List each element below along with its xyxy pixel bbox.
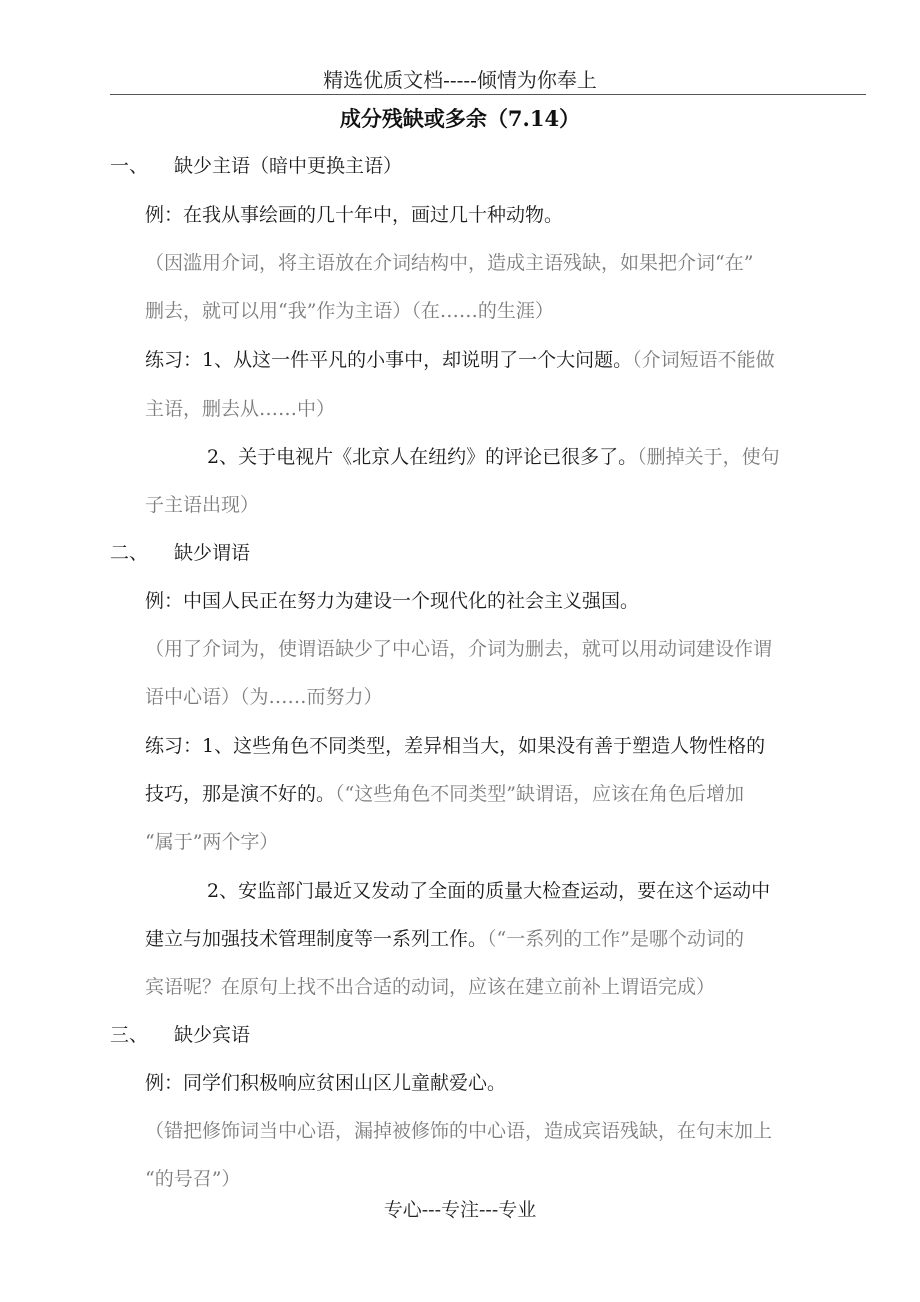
exercise-note: “属于”两个字） — [145, 831, 279, 853]
section-heading-3 — [110, 1022, 250, 1048]
exercise-note: （“这些角色不同类型”缺谓语，应该在角色后增加 — [335, 783, 744, 805]
section-heading-2 — [110, 540, 250, 566]
page-footer: 专心---专注---专业 — [383, 1199, 537, 1221]
section-heading-1 — [110, 153, 402, 179]
exercise-text: 2、关于电视片《北京人在纽约》的评论已很多了。 — [207, 446, 638, 468]
exercise-1-cont — [145, 781, 744, 807]
section-title: 缺少宾语 — [174, 1024, 251, 1046]
example-sentence: 例：同学们积极响应贫困山区儿童献爱心。 — [145, 1072, 507, 1094]
section-number: 三、 — [110, 1024, 149, 1046]
explanation-note: （因滥用介词，将主语放在介词结构中，造成主语残缺，如果把介词“在” — [145, 252, 754, 274]
exercise-note: （介词短语不能做 — [632, 349, 775, 371]
exercise-2 — [207, 444, 780, 470]
example-sentence: 例：中国人民正在努力为建设一个现代化的社会主义强国。 — [145, 590, 640, 612]
exercise-note: 宾语呢？在原句上找不出合适的动词，应该在建立前补上谓语完成） — [145, 976, 716, 998]
exercise-text: 建立与加强技术管理制度等一系列工作。 — [145, 928, 488, 950]
exercise-1: 练习：1、这些角色不同类型，差异相当大，如果没有善于塑造人物性格的 — [145, 735, 766, 757]
exercise-1 — [145, 347, 775, 373]
exercise-text: 练习：1、从这一件平凡的小事中，却说明了一个大问题。 — [145, 349, 633, 371]
section-title: 缺少主语（暗中更换主语） — [174, 155, 403, 177]
section-title: 缺少谓语 — [174, 542, 251, 564]
exercise-note: （删掉关于，使句 — [637, 446, 780, 468]
document-title: 成分残缺或多余（7.14） — [339, 106, 581, 131]
exercise-note: （“一系列的工作”是哪个动词的 — [487, 928, 744, 950]
header-text: 精选优质文档-----倾情为你奉上 — [323, 68, 597, 92]
explanation-note: （错把修饰词当中心语，漏掉被修饰的中心语，造成宾语残缺，在句末加上 — [145, 1120, 773, 1142]
exercise-2-cont — [145, 926, 744, 952]
exercise-text: 技巧，那是演不好的。 — [145, 783, 336, 805]
explanation-note: “的号召”） — [145, 1168, 241, 1190]
explanation-note: 删去，就可以用“我”作为主语）（在……的生涯） — [145, 300, 554, 322]
exercise-2: 2、安监部门最近又发动了全面的质量大检查运动，要在这个运动中 — [207, 880, 771, 902]
example-sentence: 例：在我从事绘画的几十年中，画过几十种动物。 — [145, 204, 564, 226]
explanation-note: （用了介词为，使谓语缺少了中心语，介词为删去，就可以用动词建设作谓 — [145, 638, 773, 660]
header-divider — [110, 94, 866, 95]
exercise-note: 子主语出现） — [145, 494, 260, 516]
section-number: 一、 — [110, 155, 149, 177]
exercise-note: 主语，删去从……中） — [145, 398, 336, 420]
explanation-note: 语中心语）（为……而努力） — [145, 686, 383, 708]
section-number: 二、 — [110, 542, 149, 564]
